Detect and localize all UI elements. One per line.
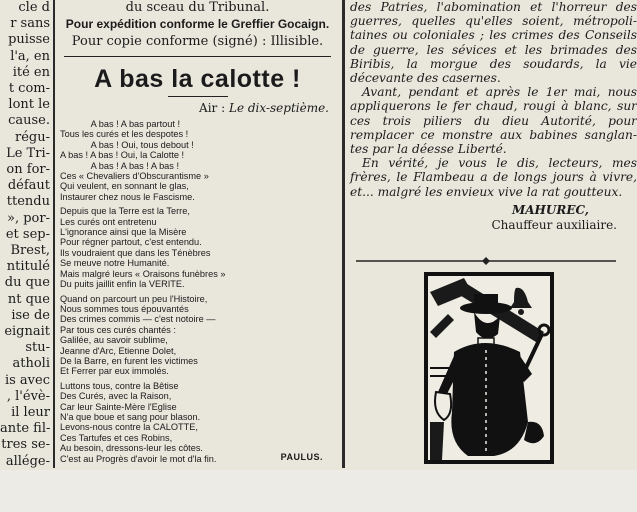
poem-line: Ils voudraient que dans les Ténèbres — [60, 247, 211, 258]
notice-line-2: Pour expédition conforme le Greffier Gocaign. — [65, 17, 330, 31]
poem-air — [60, 101, 335, 115]
poem-line: Mais malgré leurs « Oraisons funèbres » — [60, 268, 226, 279]
left-fragment-line: il leur — [11, 405, 50, 421]
left-fragment-line: », por- — [7, 210, 50, 226]
poem-line: N'a que boue et sang pour blason. — [60, 411, 201, 422]
notice-line-3: Pour copie conforme (signé) : Illisible. — [71, 34, 324, 49]
prose-line: vivre, et... malgré les envieux vive la rat — [350, 170, 637, 199]
poem-line: Qui veulent, en sonnant le glas, — [60, 181, 189, 192]
editorial-text — [350, 0, 637, 199]
poem-line: Des Curés, avec la Raison, — [60, 391, 172, 402]
poem-line: C'est au Progrès d'avoir le mot d'la fin. — [60, 453, 217, 464]
ornamental-rule — [356, 256, 616, 266]
poem-line: A bas ! A bas ! Oui, la Calotte ! — [60, 150, 185, 161]
poem-line: Pour régner partout, c'est entendu. — [60, 237, 202, 248]
poem-line: Galilée, au savoir sublime, — [60, 335, 168, 346]
left-fragment-line: Le Tri- — [6, 145, 50, 161]
left-fragment-line: stu- — [25, 340, 50, 356]
author-name: MAHUREC, — [511, 202, 589, 217]
left-fragment-line: eignait — [4, 324, 50, 340]
left-fragment-line: is avec — [4, 372, 50, 388]
left-fragment-line: r sans — [10, 16, 50, 32]
poem-line: Du puits jaillit enfin la VERITE. — [60, 279, 185, 290]
left-column-fragment — [0, 0, 50, 470]
left-fragment-line: Brest, — [10, 243, 50, 259]
poem-line: Les curés ont entretenu — [60, 216, 157, 227]
poem-line: A bas ! Oui, tous debout ! — [60, 139, 194, 150]
prose-line: Biribis, la morgue des soudards, la vie — [350, 56, 637, 71]
prose-line: décevante des casernes. — [350, 71, 501, 86]
left-fragment-line: ntitulé — [6, 259, 50, 275]
column-divider-left — [53, 0, 55, 468]
poem-line: Ces Tartufes et ces Robins, — [60, 432, 173, 443]
poem-stanza — [60, 206, 335, 289]
column-divider-right — [342, 0, 345, 468]
right-column — [350, 0, 637, 470]
poem-line: Quand on parcourt un peu l'Histoire, — [60, 293, 208, 304]
poem-line: Luttons tous, contre la Bêtise — [60, 380, 179, 391]
poem-line: Jeanne d'Arc, Etienne Dolet, — [60, 345, 177, 356]
prose-line: appliquerons le fer chaud, rougi à blanc, — [350, 99, 618, 114]
poem-line: Depuis que la Terre est la Terre, — [60, 206, 190, 217]
court-notice — [60, 0, 335, 50]
poem-line: Par tous ces curés chantés : — [60, 324, 176, 335]
paragraph-3 — [350, 156, 637, 199]
poem-line: Levons-nous contre la CALOTTE, — [60, 422, 198, 433]
title-underline — [168, 96, 228, 97]
poem-title: A bas la calotte ! — [94, 65, 301, 93]
air-label: Air : — [199, 101, 226, 115]
author-role: Chauffeur auxiliaire. — [491, 217, 617, 232]
prose-line: goutteux. — [563, 184, 623, 199]
left-fragment-line: nt que — [7, 291, 50, 307]
poem-body — [60, 119, 335, 464]
poem-line: Nous sommes tous épouvantés — [60, 303, 189, 314]
left-fragment-line: ttendu — [6, 194, 50, 210]
left-fragment-line: atholi — [12, 356, 50, 372]
prose-line: sur ces trois piliers du dieu Autorité, pour — [350, 99, 637, 128]
left-fragment-line: ité en — [12, 64, 50, 80]
left-fragment-line: on for- — [6, 162, 50, 178]
poem-line: Instaurer chez nous le Fascisme. — [60, 191, 195, 202]
prose-line: tes par la déesse Liberté. — [350, 142, 507, 157]
prose-line: frères, le Flambeau a de longs jours à — [350, 170, 603, 185]
section-divider — [64, 56, 331, 57]
left-fragment-line: et sep- — [5, 226, 50, 242]
poem-signature: PAULUS. — [280, 452, 323, 462]
priest-woodcut-illustration — [424, 272, 554, 464]
middle-column — [60, 0, 335, 470]
paragraph-2 — [350, 85, 637, 156]
poem-line: Car leur Sainte-Mère l'Eglise — [60, 401, 177, 412]
paragraph-1 — [350, 0, 637, 85]
left-fragment-line: défaut — [7, 178, 50, 194]
prose-line: taines ou coloniales ; les crimes des Conseils — [350, 28, 637, 43]
prose-line: des Patries, l'abomination et l'horreur des — [350, 0, 637, 14]
prose-line: remplacer ce monstre aux babines sanglan- — [350, 127, 637, 142]
air-value: Le dix-septième. — [228, 101, 329, 115]
left-fragment-line: allége- — [5, 453, 50, 469]
left-fragment-line: du que — [4, 275, 50, 291]
left-fragment-line: ise de — [11, 307, 50, 323]
prose-line: Avant, pendant et après le 1er mai, nous — [362, 85, 637, 100]
poem-stanza — [60, 294, 335, 377]
bottom-margin — [0, 470, 637, 512]
left-fragment-line: t com- — [8, 81, 50, 97]
notice-line-1: du sceau du Tribunal. — [125, 0, 270, 15]
prose-line: En vérité, je vous le dis, lecteurs, mes — [362, 156, 637, 171]
left-fragment-line: lont le — [8, 97, 50, 113]
poem-line: L'ignorance ainsi que la Misère — [60, 227, 187, 238]
left-fragment-line: puisse — [8, 32, 50, 48]
poem-line: Et Ferrer par eux immolés. — [60, 366, 169, 377]
left-fragment-line: tres se- — [1, 437, 50, 453]
poem-line: Au besoin, dressons-leur les côtes. — [60, 443, 203, 454]
prose-line: de guerre, les sévices et les brimades des — [350, 42, 637, 57]
poem-line: A bas ! A bas partout ! — [60, 119, 181, 129]
poem-stanza — [60, 119, 335, 202]
left-fragment-line: régu- — [15, 129, 50, 145]
left-fragment-line: ante fil- — [0, 421, 51, 437]
poem-line: A bas ! A bas ! A bas ! — [60, 160, 179, 171]
poem-line: De la Barre, en furent les victimes — [60, 355, 198, 366]
poem-line: Ces « Chevaliers d'Obscurantisme » — [60, 171, 209, 182]
left-fragment-line: l'a, en — [10, 48, 50, 64]
poem-line: Se meuve notre Humanité. — [60, 258, 170, 269]
poem-line: Tous les curés et les despotes ! — [60, 129, 189, 140]
left-fragment-line: cause. — [8, 113, 50, 129]
prose-line: guerres, quelles qu'elles soient, métropoli- — [350, 14, 637, 29]
left-fragment-line: cle d — [18, 0, 50, 15]
poem-line: Des crimes commis — c'est notoire — — [60, 314, 216, 325]
left-fragment-line: , l'évè- — [6, 388, 50, 404]
